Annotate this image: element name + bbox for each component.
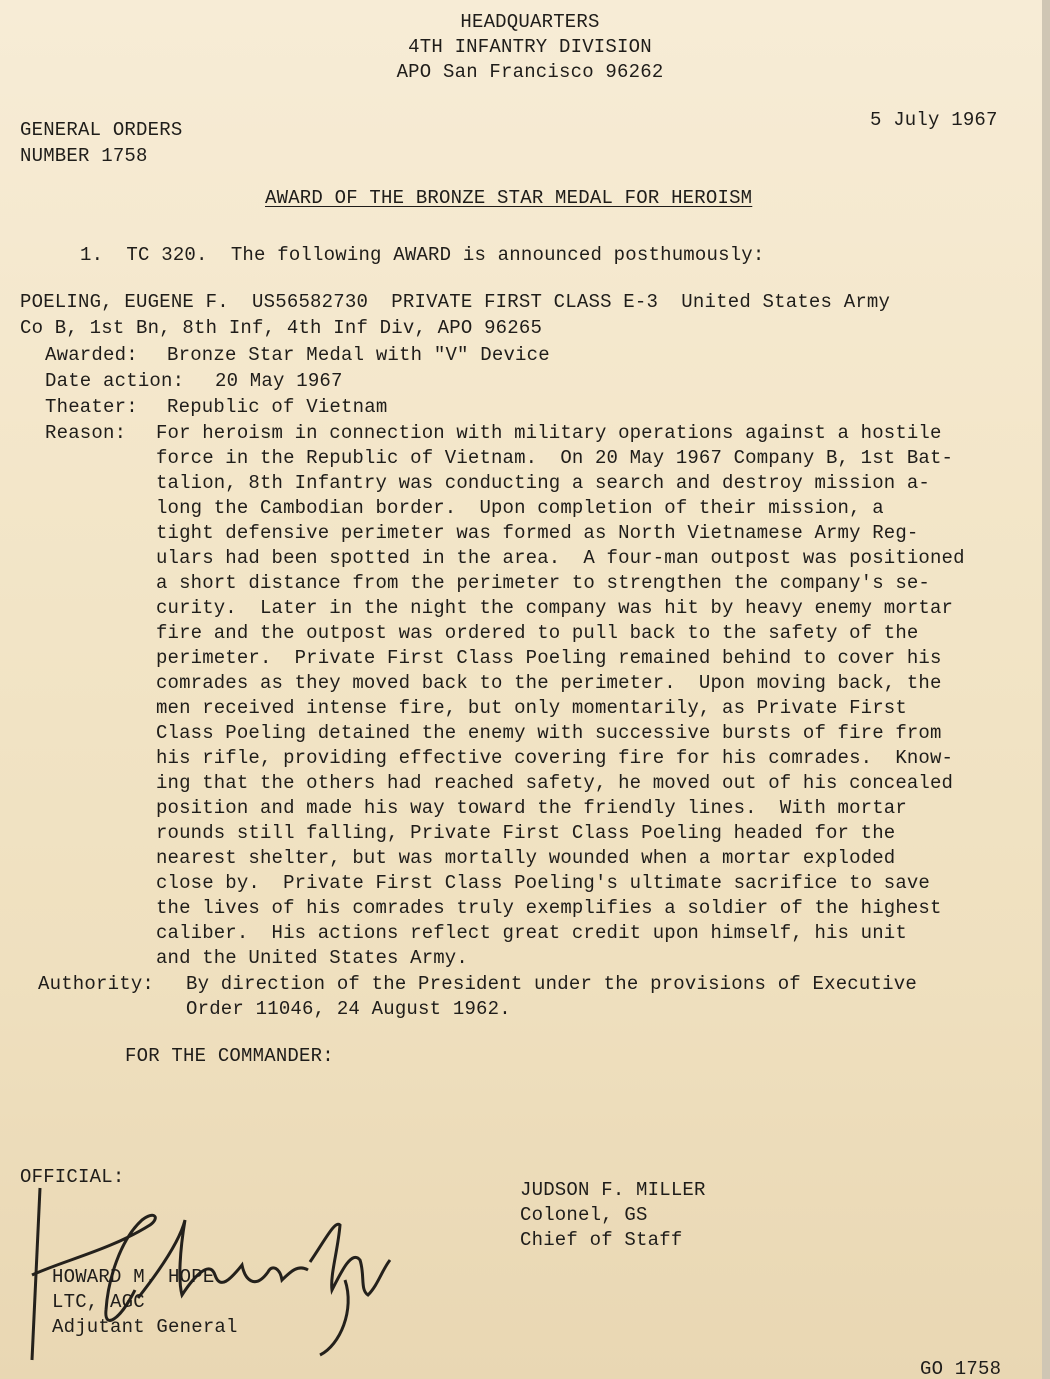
reason-line: rounds still falling, Private First Class Poeling headed for the bbox=[156, 822, 896, 844]
reason-line: talion, 8th Infantry was conducting a search and destroy mission a- bbox=[156, 472, 930, 494]
reason-line: the lives of his comrades truly exemplifies a soldier of the highest bbox=[156, 897, 942, 919]
reason-line: a short distance from the perimeter to strengthen the company's se- bbox=[156, 572, 930, 594]
official-title: Adjutant General bbox=[52, 1316, 238, 1338]
reason-line: tight defensive perimeter was formed as North Vietnamese Army Reg- bbox=[156, 522, 919, 544]
date-action-value: 20 May 1967 bbox=[215, 370, 343, 392]
awarded-label: Awarded: bbox=[45, 344, 138, 366]
awarded-value: Bronze Star Medal with "V" Device bbox=[167, 344, 550, 366]
official-label: OFFICIAL: bbox=[20, 1166, 125, 1188]
reason-line: perimeter. Private First Class Poeling remained behind to cover his bbox=[156, 647, 942, 669]
reason-line: nearest shelter, but was mortally wounded when a mortar exploded bbox=[156, 847, 896, 869]
reason-line: long the Cambodian border. Upon completion of their mission, a bbox=[156, 497, 884, 519]
reason-line: and the United States Army. bbox=[156, 947, 468, 969]
hq-line-1: HEADQUARTERS bbox=[460, 11, 600, 33]
reason-line: caliber. His actions reflect great credit upon himself, his unit bbox=[156, 922, 907, 944]
paragraph-intro: 1. TC 320. The following AWARD is announced posthumously: bbox=[80, 244, 765, 266]
award-title: AWARD OF THE BRONZE STAR MEDAL FOR HEROISM bbox=[265, 187, 753, 209]
authority-line-2: Order 11046, 24 August 1962. bbox=[186, 998, 511, 1020]
reason-line: his rifle, providing effective covering fire for his comrades. Know- bbox=[156, 747, 954, 769]
reason-line: ulars had been spotted in the area. A four-man outpost was positioned bbox=[156, 547, 965, 569]
chief-rank: Colonel, GS bbox=[520, 1204, 648, 1226]
theater-value: Republic of Vietnam bbox=[167, 396, 388, 418]
theater-label: Theater: bbox=[45, 396, 138, 418]
chief-title: Chief of Staff bbox=[520, 1229, 683, 1251]
hq-line-2: 4TH INFANTRY DIVISION bbox=[408, 36, 652, 58]
official-name: HOWARD M. HOPE bbox=[52, 1266, 215, 1288]
recipient-line-2: Co B, 1st Bn, 8th Inf, 4th Inf Div, APO 96265 bbox=[20, 317, 543, 339]
for-the-commander: FOR THE COMMANDER: bbox=[125, 1045, 334, 1067]
date-action-label: Date action: bbox=[45, 370, 185, 392]
reason-label: Reason: bbox=[45, 422, 127, 444]
reason-line: close by. Private First Class Poeling's ultimate sacrifice to save bbox=[156, 872, 930, 894]
general-orders-label: GENERAL ORDERS bbox=[20, 119, 183, 141]
reason-line: position and made his way toward the friendly lines. With mortar bbox=[156, 797, 907, 819]
recipient-line-1: POELING, EUGENE F. US56582730 PRIVATE FIRST CLASS E-3 United States Army bbox=[20, 291, 891, 313]
reason-line: curity. Later in the night the company was hit by heavy enemy mortar bbox=[156, 597, 954, 619]
authority-label: Authority: bbox=[38, 973, 155, 995]
order-number: NUMBER 1758 bbox=[20, 145, 148, 167]
reason-line: ing that the others had reached safety, he moved out of his concealed bbox=[156, 772, 954, 794]
hq-line-3: APO San Francisco 96262 bbox=[396, 61, 664, 83]
footer-order-code: GO 1758 bbox=[920, 1358, 1002, 1379]
order-date: 5 July 1967 bbox=[870, 109, 998, 131]
reason-line: For heroism in connection with military operations against a hostile bbox=[156, 422, 942, 444]
reason-line: men received intense fire, but only momentarily, as Private First bbox=[156, 697, 907, 719]
reason-line: Class Poeling detained the enemy with successive bursts of fire from bbox=[156, 722, 942, 744]
official-rank: LTC, AGC bbox=[52, 1291, 145, 1313]
chief-name: JUDSON F. MILLER bbox=[520, 1179, 706, 1201]
reason-line: fire and the outpost was ordered to pull back to the safety of the bbox=[156, 622, 919, 644]
authority-line-1: By direction of the President under the provisions of Executive bbox=[186, 973, 917, 995]
reason-line: comrades as they moved back to the perimeter. Upon moving back, the bbox=[156, 672, 942, 694]
reason-line: force in the Republic of Vietnam. On 20 May 1967 Company B, 1st Bat- bbox=[156, 447, 954, 469]
